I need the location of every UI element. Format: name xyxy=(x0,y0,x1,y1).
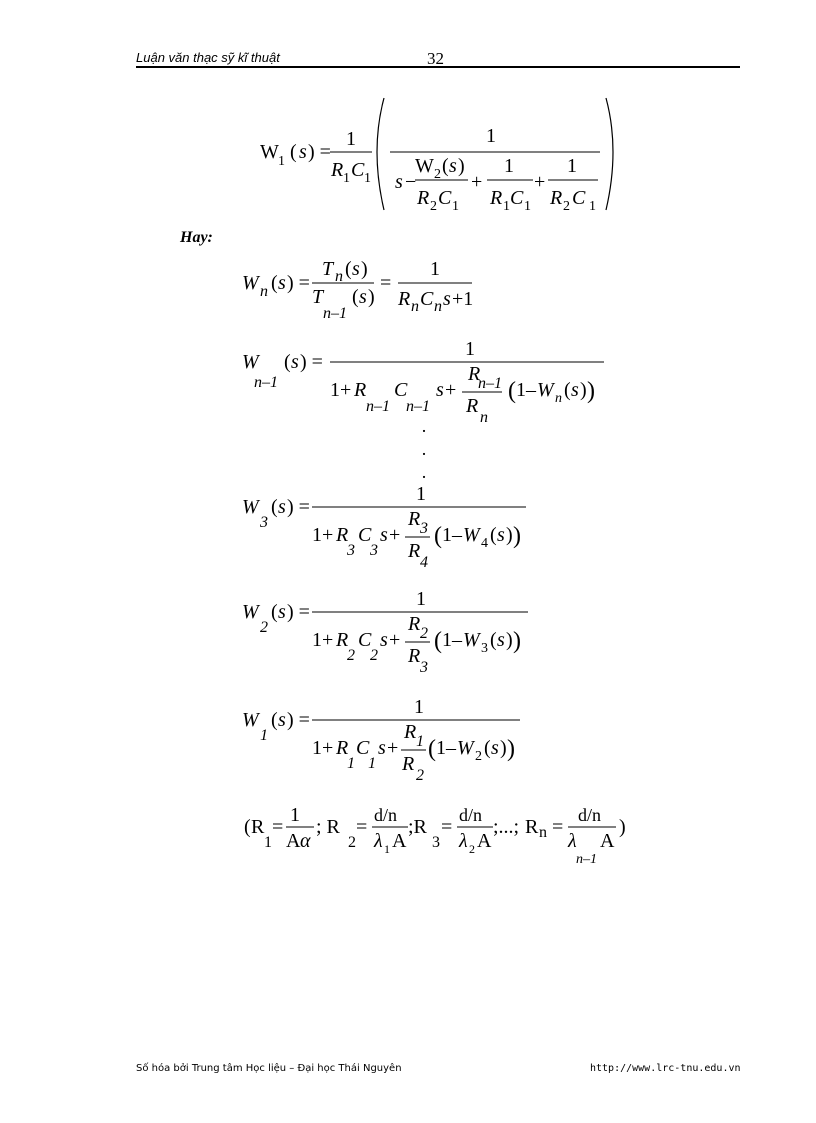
svg-text:) =: ) = xyxy=(287,272,310,294)
eq-symbol: − xyxy=(405,171,417,193)
svg-text:1: 1 xyxy=(347,755,355,772)
eq-symbol: 2 xyxy=(416,767,424,784)
svg-text:W: W xyxy=(537,379,554,401)
eq-symbol: 3 xyxy=(260,514,268,531)
svg-text:(: ( xyxy=(284,351,291,373)
svg-text:=: = xyxy=(272,816,284,838)
svg-text:C: C xyxy=(356,737,370,759)
equation-wn-transfer xyxy=(240,255,500,325)
svg-text:R: R xyxy=(336,737,349,759)
svg-text:A: A xyxy=(600,830,615,852)
svg-text:λ: λ xyxy=(568,830,577,852)
ellipsis-dot: . xyxy=(421,462,427,482)
svg-text:(: ( xyxy=(271,601,278,623)
svg-text:2: 2 xyxy=(430,199,437,214)
svg-text:1+: 1+ xyxy=(312,737,334,759)
svg-text:R: R xyxy=(550,187,563,209)
svg-text:C: C xyxy=(438,187,452,209)
svg-text:s: s xyxy=(359,286,367,308)
eq-symbol: 1 xyxy=(346,128,356,150)
svg-text:1: 1 xyxy=(524,199,531,214)
svg-text:n: n xyxy=(411,298,419,315)
svg-text:) =: ) = xyxy=(300,351,323,373)
eq-symbol: 1 xyxy=(414,696,424,718)
eq-symbol: 1 xyxy=(416,588,426,610)
eq-symbol: W xyxy=(242,351,259,373)
svg-text:3: 3 xyxy=(432,834,440,851)
svg-text:2: 2 xyxy=(469,842,475,856)
svg-text:+: + xyxy=(389,524,401,546)
svg-text:R: R xyxy=(398,288,411,310)
svg-text:s: s xyxy=(278,272,286,294)
svg-text:T: T xyxy=(312,286,324,308)
svg-text:(: ( xyxy=(345,258,352,280)
svg-text:) =: ) = xyxy=(287,496,310,518)
svg-text:): ) xyxy=(506,524,513,546)
eq-symbol: 3 xyxy=(420,659,428,676)
svg-text:W: W xyxy=(457,737,474,759)
svg-text:s: s xyxy=(278,709,286,731)
svg-text:λ: λ xyxy=(459,830,468,852)
ellipsis-dot: . xyxy=(421,416,427,436)
page-number: 32 xyxy=(427,49,444,68)
svg-text:(: ( xyxy=(352,286,359,308)
eq-symbol: + xyxy=(471,171,483,193)
eq-symbol: 1 xyxy=(290,804,300,826)
eq-symbol: W xyxy=(242,601,259,623)
svg-text:(: ( xyxy=(434,523,442,549)
svg-text:): ) xyxy=(361,258,368,280)
svg-text:): ) xyxy=(368,286,375,308)
svg-text:s: s xyxy=(491,737,499,759)
svg-text:2: 2 xyxy=(348,834,356,851)
svg-text:s: s xyxy=(352,258,360,280)
svg-text:2: 2 xyxy=(475,749,482,764)
svg-text:2: 2 xyxy=(563,199,570,214)
eq-symbol: s xyxy=(395,171,403,193)
svg-text:R: R xyxy=(525,816,539,838)
svg-text:1+: 1+ xyxy=(330,379,352,401)
svg-text:R: R xyxy=(336,629,349,651)
svg-text:1: 1 xyxy=(567,155,577,177)
left-paren xyxy=(377,98,384,210)
svg-text:s: s xyxy=(380,629,388,651)
svg-text:n: n xyxy=(480,409,488,426)
eq-symbol: T xyxy=(322,258,334,280)
svg-text:(: ( xyxy=(244,816,251,838)
svg-text:R: R xyxy=(404,721,417,743)
svg-text:s: s xyxy=(449,155,457,177)
svg-text:1–: 1– xyxy=(516,379,536,401)
svg-text:s: s xyxy=(278,601,286,623)
svg-text:1: 1 xyxy=(416,733,424,750)
svg-text:(: ( xyxy=(271,496,278,518)
eq-symbol: s xyxy=(299,141,307,163)
eq-symbol: n xyxy=(260,283,268,300)
eq-symbol: 1 xyxy=(260,727,268,744)
ellipsis-dot: . xyxy=(421,439,427,459)
eq-symbol: W xyxy=(242,272,259,294)
svg-text:(: ( xyxy=(290,141,297,163)
svg-text:=: = xyxy=(552,816,564,838)
svg-text:s: s xyxy=(378,737,386,759)
svg-text:1+: 1+ xyxy=(312,629,334,651)
svg-text:): ) xyxy=(513,628,521,654)
eq-symbol: 4 xyxy=(420,554,428,571)
svg-text:(: ( xyxy=(271,272,278,294)
eq-symbol: A xyxy=(392,830,407,852)
eq-symbol: 1 xyxy=(278,154,285,169)
svg-text:s: s xyxy=(443,288,451,310)
svg-text:s: s xyxy=(497,524,505,546)
eq-symbol: C xyxy=(351,159,365,181)
eq-symbol: 1 xyxy=(264,834,272,851)
eq-symbol: W xyxy=(242,709,259,731)
svg-text:n: n xyxy=(335,268,343,285)
svg-text:): ) xyxy=(507,736,515,762)
eq-symbol: 1 xyxy=(364,171,371,186)
svg-text:C: C xyxy=(394,379,408,401)
footer-url[interactable]: http://www.lrc-tnu.edu.vn xyxy=(590,1063,741,1074)
svg-text:) =: ) = xyxy=(287,709,310,731)
svg-text:2: 2 xyxy=(434,167,441,182)
svg-text:1–: 1– xyxy=(436,737,456,759)
svg-text:): ) xyxy=(587,378,595,404)
svg-text:2: 2 xyxy=(370,647,378,664)
eq-symbol: W xyxy=(242,496,259,518)
svg-text:R: R xyxy=(417,187,430,209)
eq-symbol: λ xyxy=(374,830,383,852)
eq-symbol: 2 xyxy=(260,619,268,636)
svg-text:3: 3 xyxy=(347,542,355,559)
svg-text:=: = xyxy=(380,272,392,294)
svg-text:): ) xyxy=(506,629,513,651)
eq-symbol: 1 xyxy=(430,258,440,280)
svg-text:s: s xyxy=(278,496,286,518)
eq-symbol: α xyxy=(300,830,311,852)
svg-text:(: ( xyxy=(490,629,497,651)
svg-text:) =: ) = xyxy=(287,601,310,623)
svg-text:s: s xyxy=(497,629,505,651)
svg-text:): ) xyxy=(619,816,626,838)
svg-text:C: C xyxy=(358,524,372,546)
svg-text:1: 1 xyxy=(452,199,459,214)
svg-text:1: 1 xyxy=(503,199,510,214)
footer-source: Số hóa bởi Trung tâm Học liệu – Đại học Thái Nguyên xyxy=(136,1063,402,1074)
svg-text:; R: ; R xyxy=(316,816,340,838)
svg-text:s: s xyxy=(436,379,444,401)
eq-symbol: n xyxy=(539,824,547,841)
equation-w1-full xyxy=(250,90,630,220)
svg-text:R: R xyxy=(408,508,421,530)
svg-text:R: R xyxy=(468,363,481,385)
svg-text:(: ( xyxy=(428,736,436,762)
svg-text:(: ( xyxy=(434,628,442,654)
svg-text:R: R xyxy=(408,645,421,667)
eq-symbol: 1 xyxy=(343,171,350,186)
right-paren xyxy=(606,98,613,210)
svg-text:(: ( xyxy=(508,378,516,404)
svg-text:1–: 1– xyxy=(442,629,462,651)
svg-text:2: 2 xyxy=(420,625,428,642)
svg-text:) =: ) = xyxy=(308,141,331,163)
svg-text:n–1: n–1 xyxy=(406,398,430,415)
svg-text:C: C xyxy=(358,629,372,651)
svg-text:+: + xyxy=(389,629,401,651)
svg-text:C: C xyxy=(510,187,524,209)
svg-text:+: + xyxy=(534,171,546,193)
svg-text:3: 3 xyxy=(481,641,488,656)
svg-text:): ) xyxy=(513,523,521,549)
svg-text:): ) xyxy=(458,155,465,177)
svg-text:A: A xyxy=(477,830,492,852)
svg-text:R: R xyxy=(408,613,421,635)
eq-symbol: 1 xyxy=(465,338,475,360)
svg-text:d/n: d/n xyxy=(459,805,483,825)
svg-text:(: ( xyxy=(490,524,497,546)
svg-text:R: R xyxy=(336,524,349,546)
eq-symbol: 1 xyxy=(486,125,496,147)
svg-text:3: 3 xyxy=(370,542,378,559)
eq-symbol: A xyxy=(286,830,301,852)
eq-symbol: W xyxy=(260,141,279,163)
svg-text:C: C xyxy=(420,288,434,310)
svg-text:=: = xyxy=(441,816,453,838)
svg-text:3: 3 xyxy=(420,520,428,537)
svg-text:2: 2 xyxy=(347,647,355,664)
svg-text:+1: +1 xyxy=(452,288,474,310)
svg-text:): ) xyxy=(500,737,507,759)
eq-symbol: ;...; xyxy=(493,816,520,838)
svg-text:W: W xyxy=(463,524,480,546)
svg-text:+: + xyxy=(387,737,399,759)
svg-text:=: = xyxy=(356,816,368,838)
svg-text:s: s xyxy=(380,524,388,546)
svg-text:W: W xyxy=(415,155,434,177)
svg-text:(: ( xyxy=(564,379,571,401)
svg-text:d/n: d/n xyxy=(578,805,602,825)
svg-text:1–: 1– xyxy=(442,524,462,546)
svg-text:(: ( xyxy=(484,737,491,759)
svg-text:1: 1 xyxy=(368,755,376,772)
svg-text:): ) xyxy=(580,379,587,401)
svg-text:R: R xyxy=(354,379,367,401)
equation-w3 xyxy=(240,485,540,570)
svg-text:4: 4 xyxy=(481,536,488,551)
svg-text:W: W xyxy=(463,629,480,651)
equation-resistances xyxy=(242,803,652,873)
svg-text:R: R xyxy=(408,540,421,562)
svg-text:n–1: n–1 xyxy=(478,375,502,392)
svg-text:(: ( xyxy=(442,155,449,177)
eq-symbol: d/n xyxy=(374,805,398,825)
eq-symbol: R xyxy=(331,159,344,181)
svg-text:;R: ;R xyxy=(408,816,427,838)
eq-symbol: n–1 xyxy=(254,374,278,391)
svg-text:n: n xyxy=(555,391,562,406)
eq-symbol: n–1 xyxy=(576,852,597,867)
vertical-ellipsis xyxy=(414,417,434,486)
equation-w2 xyxy=(240,590,540,675)
svg-text:1: 1 xyxy=(384,842,390,856)
svg-text:C: C xyxy=(572,187,586,209)
svg-text:R: R xyxy=(466,395,479,417)
svg-text:1+: 1+ xyxy=(312,524,334,546)
eq-symbol: n–1 xyxy=(323,305,347,322)
equation-w1 xyxy=(240,698,540,783)
svg-text:1: 1 xyxy=(504,155,514,177)
svg-text:R: R xyxy=(490,187,503,209)
svg-text:n–1: n–1 xyxy=(366,398,390,415)
svg-text:s: s xyxy=(291,351,299,373)
header-title: Luận văn thạc sỹ kĩ thuật xyxy=(136,50,280,65)
svg-text:(: ( xyxy=(271,709,278,731)
eq-symbol: R xyxy=(251,816,265,838)
svg-text:1: 1 xyxy=(589,199,596,214)
hay-label: Hay: xyxy=(180,229,213,246)
svg-text:n: n xyxy=(434,298,442,315)
svg-text:s: s xyxy=(571,379,579,401)
svg-text:R: R xyxy=(402,753,415,775)
svg-text:+: + xyxy=(445,379,457,401)
eq-symbol: 1 xyxy=(416,483,426,505)
header-rule xyxy=(136,66,740,68)
